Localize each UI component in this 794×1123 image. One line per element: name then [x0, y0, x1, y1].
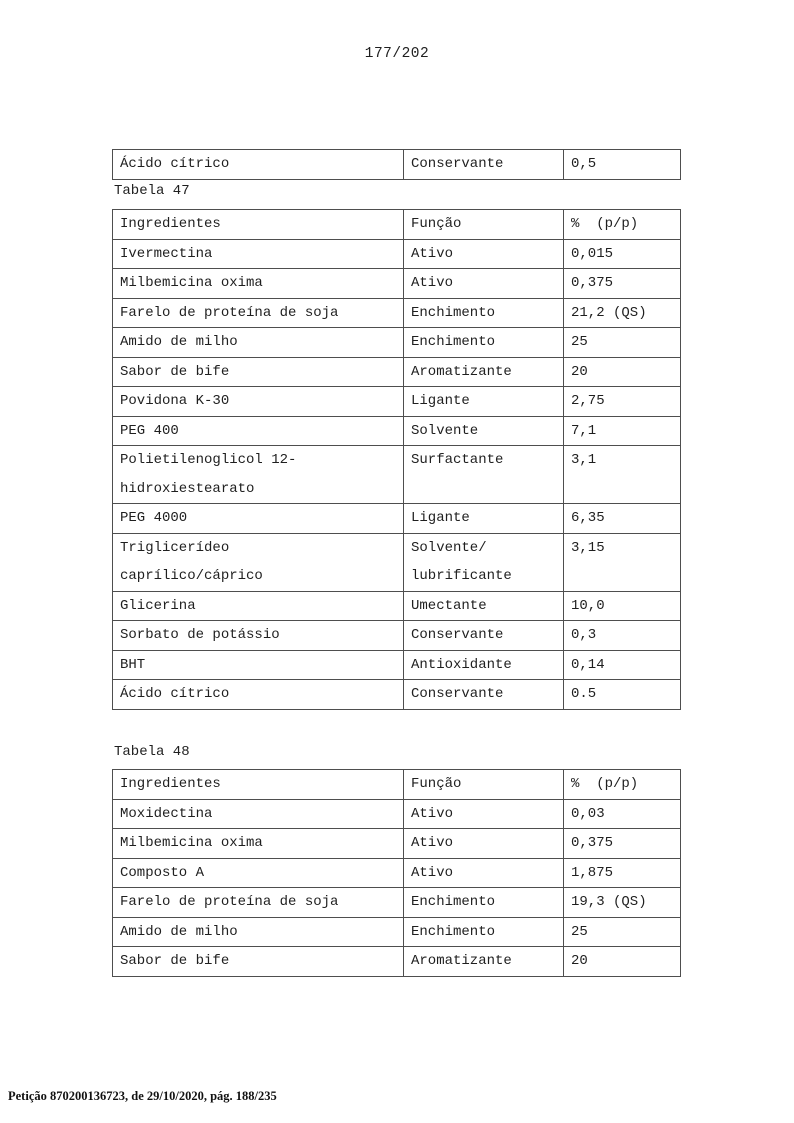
table-cell: 19,3 (QS)	[564, 888, 681, 918]
table-header-cell: Função	[404, 210, 564, 240]
table-cell: 25	[564, 328, 681, 358]
table-cell: Moxidectina	[113, 799, 404, 829]
table-header-cell: Função	[404, 770, 564, 800]
table-cell: 0,015	[564, 239, 681, 269]
table-row	[113, 269, 681, 299]
table-cell: 25	[564, 917, 681, 947]
petition-footer: Petição 870200136723, de 29/10/2020, pág. 188/235	[8, 1089, 277, 1103]
table-row	[113, 357, 681, 387]
table-row	[113, 621, 681, 651]
table-cell: 6,35	[564, 504, 681, 534]
table-cell: 3,15	[564, 533, 681, 591]
table-cell: PEG 4000	[113, 504, 404, 534]
table-cell: Conservante	[404, 621, 564, 651]
table-47	[112, 209, 681, 710]
table-row	[113, 387, 681, 417]
table-cell: Conservante	[404, 150, 564, 180]
table-row	[113, 239, 681, 269]
table-cell: 0,375	[564, 829, 681, 859]
table-cell: Ativo	[404, 799, 564, 829]
table-row	[113, 888, 681, 918]
table-48	[112, 769, 681, 977]
table-47-caption: Tabela 47	[114, 183, 190, 199]
table-cell: Amido de milho	[113, 328, 404, 358]
table-cell: Ativo	[404, 829, 564, 859]
table-cell: Ligante	[404, 504, 564, 534]
table-cell: Ivermectina	[113, 239, 404, 269]
table-header-cell: % (p/p)	[564, 770, 681, 800]
table-cell: Ativo	[404, 239, 564, 269]
table-cell: 0,375	[564, 269, 681, 299]
table-row	[113, 150, 681, 180]
table-cell: Enchimento	[404, 298, 564, 328]
table-cell: Triglicerídeo caprílico/cáprico	[113, 533, 404, 591]
table-row	[113, 591, 681, 621]
table-row	[113, 416, 681, 446]
table-row	[113, 298, 681, 328]
table-header-row	[113, 210, 681, 240]
table-cell: 0,14	[564, 650, 681, 680]
table-cell: Surfactante	[404, 446, 564, 504]
table-cell: Farelo de proteína de soja	[113, 298, 404, 328]
table-cell: 2,75	[564, 387, 681, 417]
table-cell: Sorbato de potássio	[113, 621, 404, 651]
table-header-row	[113, 770, 681, 800]
table-row	[113, 799, 681, 829]
table-header-cell: Ingredientes	[113, 770, 404, 800]
table-cell: Glicerina	[113, 591, 404, 621]
table-cell: Enchimento	[404, 888, 564, 918]
table-cell: Composto A	[113, 858, 404, 888]
table-row	[113, 504, 681, 534]
table-cell: 1,875	[564, 858, 681, 888]
table-cell: Ligante	[404, 387, 564, 417]
table-cell: 21,2 (QS)	[564, 298, 681, 328]
table-row	[113, 829, 681, 859]
table-row	[113, 650, 681, 680]
table-cell: Povidona K-30	[113, 387, 404, 417]
table-row	[113, 858, 681, 888]
table-cell: Solvente	[404, 416, 564, 446]
table-row	[113, 680, 681, 710]
table-46-continuation	[112, 149, 681, 180]
table-cell: Solvente/ lubrificante	[404, 533, 564, 591]
table-cell: 20	[564, 947, 681, 977]
table-cell: Antioxidante	[404, 650, 564, 680]
table-cell: Sabor de bife	[113, 947, 404, 977]
page-number: 177/202	[364, 46, 430, 62]
table-cell: 0,3	[564, 621, 681, 651]
table-row	[113, 917, 681, 947]
table-header-cell: Ingredientes	[113, 210, 404, 240]
table-cell: BHT	[113, 650, 404, 680]
table-row	[113, 947, 681, 977]
table-cell: Enchimento	[404, 917, 564, 947]
table-cell: Ácido cítrico	[113, 150, 404, 180]
table-cell: Ácido cítrico	[113, 680, 404, 710]
table-cell: Sabor de bife	[113, 357, 404, 387]
table-cell: Farelo de proteína de soja	[113, 888, 404, 918]
table-row	[113, 446, 681, 504]
table-48-caption: Tabela 48	[114, 744, 190, 760]
table-cell: PEG 400	[113, 416, 404, 446]
table-cell: Ativo	[404, 269, 564, 299]
table-cell: 7,1	[564, 416, 681, 446]
table-cell: Umectante	[404, 591, 564, 621]
table-cell: Amido de milho	[113, 917, 404, 947]
table-cell: 10,0	[564, 591, 681, 621]
table-cell: Aromatizante	[404, 947, 564, 977]
table-cell: 0,03	[564, 799, 681, 829]
table-cell: Polietilenoglicol 12- hidroxiestearato	[113, 446, 404, 504]
table-cell: Aromatizante	[404, 357, 564, 387]
table-row	[113, 533, 681, 591]
table-header-cell: % (p/p)	[564, 210, 681, 240]
table-cell: 0,5	[564, 150, 681, 180]
table-cell: 0.5	[564, 680, 681, 710]
table-cell: Milbemicina oxima	[113, 269, 404, 299]
table-cell: Conservante	[404, 680, 564, 710]
table-cell: Enchimento	[404, 328, 564, 358]
table-cell: 3,1	[564, 446, 681, 504]
table-cell: 20	[564, 357, 681, 387]
table-cell: Milbemicina oxima	[113, 829, 404, 859]
table-cell: Ativo	[404, 858, 564, 888]
table-row	[113, 328, 681, 358]
